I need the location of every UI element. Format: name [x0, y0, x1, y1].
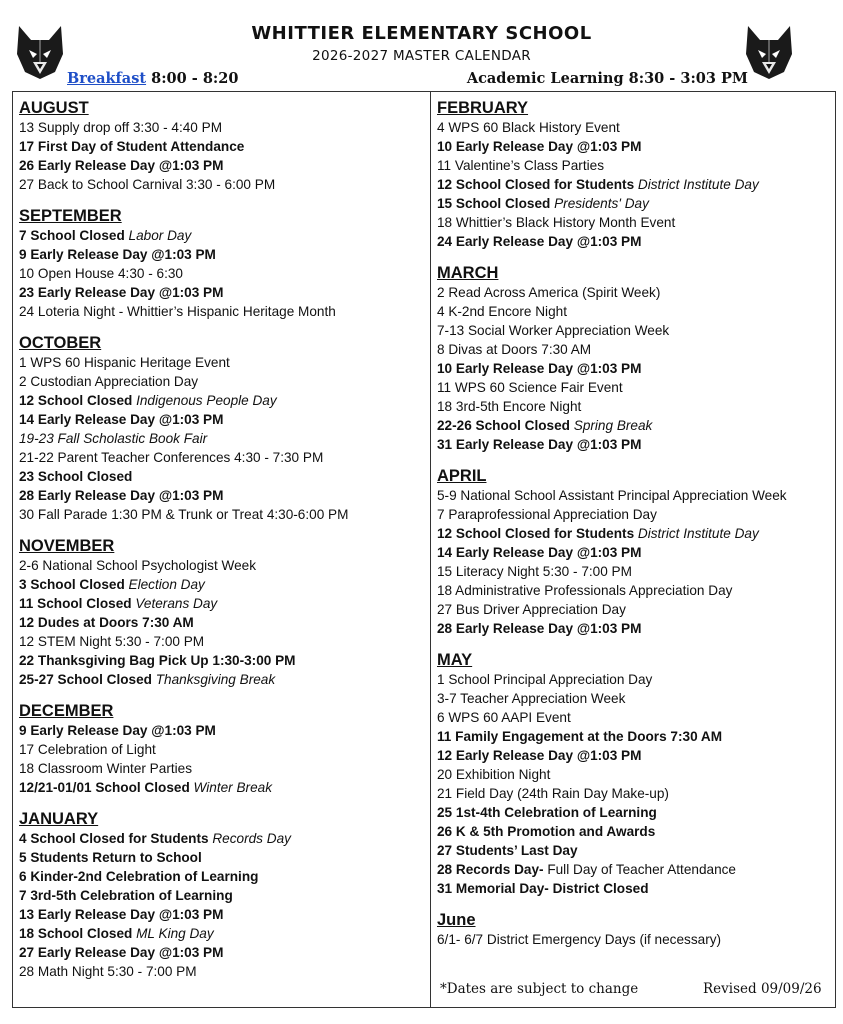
calendar-event	[437, 619, 832, 638]
event-text: 4 K-2nd Encore Night	[437, 304, 567, 319]
calendar-event	[437, 727, 832, 746]
right-column	[437, 99, 832, 949]
event-highlight: 11 Family Engagement at the Doors 7:30 AM	[437, 729, 723, 744]
event-text: 18 Administrative Professionals Appreciation Day	[437, 583, 733, 598]
event-highlight: 31 Early Release Day @1:03 PM	[437, 437, 642, 452]
month-section	[437, 99, 832, 251]
calendar-event	[437, 562, 832, 581]
month-section	[19, 537, 424, 689]
event-highlight: 15 School Closed	[437, 196, 551, 211]
event-text: 17 Celebration of Light	[19, 742, 156, 757]
event-text: 7-13 Social Worker Appreciation Week	[437, 323, 670, 338]
event-text: 1 WPS 60 Hispanic Heritage Event	[19, 355, 230, 370]
calendar-title: 2026-2027 MASTER CALENDAR	[312, 48, 531, 64]
event-highlight: 12 School Closed for Students	[437, 526, 635, 541]
calendar-event	[19, 410, 424, 429]
month-section	[437, 467, 832, 638]
event-highlight: 27 Early Release Day @1:03 PM	[19, 945, 224, 960]
event-highlight: 23 School Closed	[19, 469, 133, 484]
month-section	[19, 99, 424, 194]
month-heading: APRIL	[437, 467, 487, 485]
event-highlight: 22-26 School Closed	[437, 418, 570, 433]
calendar-event	[19, 505, 424, 524]
event-text: 20 Exhibition Night	[437, 767, 551, 782]
calendar-event	[437, 860, 832, 879]
calendar-event	[19, 302, 424, 321]
event-text: 27 Back to School Carnival 3:30 - 6:00 PM	[19, 177, 276, 192]
event-text: 15 Literacy Night 5:30 - 7:00 PM	[437, 564, 632, 579]
calendar-event	[437, 784, 832, 803]
calendar-event	[19, 137, 424, 156]
calendar-event	[437, 359, 832, 378]
event-highlight: 23 Early Release Day @1:03 PM	[19, 285, 224, 300]
calendar-event	[437, 930, 832, 949]
event-highlight: 27 Students’ Last Day	[437, 843, 578, 858]
event-note: Election Day	[128, 577, 205, 592]
calendar-event	[437, 841, 832, 860]
calendar-event	[437, 803, 832, 822]
calendar-event	[19, 924, 424, 943]
calendar-event	[437, 118, 832, 137]
event-highlight: 9 Early Release Day @1:03 PM	[19, 723, 216, 738]
event-text: 18 Classroom Winter Parties	[19, 761, 192, 776]
month-section	[19, 702, 424, 797]
event-note: District Institute Day	[637, 177, 759, 192]
calendar-event	[437, 416, 832, 435]
event-text: 1 School Principal Appreciation Day	[437, 672, 653, 687]
breakfast-hours	[67, 70, 238, 87]
calendar-event	[19, 594, 424, 613]
calendar-event	[437, 321, 832, 340]
calendar-event	[19, 429, 424, 448]
calendar-event	[437, 194, 832, 213]
calendar-event	[437, 397, 832, 416]
event-highlight: 13 Early Release Day @1:03 PM	[19, 907, 224, 922]
calendar-event	[19, 486, 424, 505]
calendar-event	[19, 175, 424, 194]
event-text: 4 WPS 60 Black History Event	[437, 120, 620, 135]
event-note: Presidents' Day	[554, 196, 649, 211]
event-text: 21 Field Day (24th Rain Day Make-up)	[437, 786, 669, 801]
calendar-event	[437, 435, 832, 454]
event-text: 7 Paraprofessional Appreciation Day	[437, 507, 657, 522]
calendar-event	[437, 175, 832, 194]
event-text: 10 Open House 4:30 - 6:30	[19, 266, 183, 281]
month-heading: FEBRUARY	[437, 99, 529, 117]
event-highlight: 9 Early Release Day @1:03 PM	[19, 247, 216, 262]
calendar-event	[437, 156, 832, 175]
event-highlight: 17 First Day of Student Attendance	[19, 139, 245, 154]
month-heading: DECEMBER	[19, 702, 114, 720]
calendar-event	[437, 378, 832, 397]
calendar-event	[19, 721, 424, 740]
event-note: Winter Break	[193, 780, 272, 795]
event-text: 5-9 National School Assistant Principal Appreciation Week	[437, 488, 787, 503]
event-text: Full Day of Teacher Attendance	[543, 862, 736, 877]
calendar-event	[19, 962, 424, 981]
calendar-event	[19, 226, 424, 245]
event-text: 27 Bus Driver Appreciation Day	[437, 602, 626, 617]
event-highlight: 4 School Closed for Students	[19, 831, 209, 846]
event-text: 6 WPS 60 AAPI Event	[437, 710, 571, 725]
calendar-event	[19, 867, 424, 886]
event-highlight: 24 Early Release Day @1:03 PM	[437, 234, 642, 249]
month-heading: JANUARY	[19, 810, 99, 828]
academic-hours: Academic Learning 8:30 - 3:03 PM	[466, 70, 748, 87]
event-text: 28 Math Night 5:30 - 7:00 PM	[19, 964, 197, 979]
calendar-event	[437, 232, 832, 251]
calendar-event	[19, 651, 424, 670]
month-heading: OCTOBER	[19, 334, 102, 352]
month-heading: June	[437, 911, 476, 929]
calendar-event	[437, 543, 832, 562]
calendar-event	[19, 118, 424, 137]
calendar-event	[437, 137, 832, 156]
event-highlight: 10 Early Release Day @1:03 PM	[437, 139, 642, 154]
event-highlight: 12 Dudes at Doors 7:30 AM	[19, 615, 194, 630]
calendar-event	[437, 213, 832, 232]
event-note: Indigenous People Day	[136, 393, 277, 408]
month-section	[437, 651, 832, 898]
event-text: 2 Custodian Appreciation Day	[19, 374, 199, 389]
calendar-event	[437, 879, 832, 898]
event-text: 30 Fall Parade 1:30 PM & Trunk or Treat 4:30-6:00 PM	[19, 507, 349, 522]
calendar-event	[437, 746, 832, 765]
event-highlight: 3 School Closed	[19, 577, 125, 592]
calendar-event	[19, 886, 424, 905]
event-highlight: 26 K & 5th Promotion and Awards	[437, 824, 656, 839]
event-highlight: 31 Memorial Day- District Closed	[437, 881, 649, 896]
event-note: ML King Day	[136, 926, 214, 941]
event-text: 24 Loteria Night - Whittier’s Hispanic Heritage Month	[19, 304, 336, 319]
calendar-event	[19, 829, 424, 848]
event-note: 19-23 Fall Scholastic Book Fair	[19, 431, 208, 446]
breakfast-time: 8:00 - 8:20	[146, 70, 239, 87]
calendar-event	[19, 848, 424, 867]
month-heading: SEPTEMBER	[19, 207, 122, 225]
event-highlight: 28 Records Day-	[437, 862, 544, 877]
calendar-event	[19, 156, 424, 175]
event-highlight: 12 School Closed for Students	[437, 177, 635, 192]
event-highlight: 10 Early Release Day @1:03 PM	[437, 361, 642, 376]
calendar-event	[437, 302, 832, 321]
event-highlight: 6 Kinder-2nd Celebration of Learning	[19, 869, 259, 884]
event-note: Veterans Day	[135, 596, 218, 611]
calendar-header	[0, 0, 843, 92]
calendar-event	[19, 467, 424, 486]
calendar-event	[19, 283, 424, 302]
event-text: 11 Valentine’s Class Parties	[437, 158, 604, 173]
event-highlight: 26 Early Release Day @1:03 PM	[19, 158, 224, 173]
month-section	[19, 207, 424, 321]
event-highlight: 14 Early Release Day @1:03 PM	[19, 412, 224, 427]
calendar-event	[19, 245, 424, 264]
event-highlight: 14 Early Release Day @1:03 PM	[437, 545, 642, 560]
calendar-event	[437, 689, 832, 708]
month-section	[19, 334, 424, 524]
calendar-event	[19, 778, 424, 797]
calendar-event	[19, 740, 424, 759]
event-highlight: 12/21-01/01 School Closed	[19, 780, 190, 795]
event-text: 12 STEM Night 5:30 - 7:00 PM	[19, 634, 205, 649]
event-text: 2 Read Across America (Spirit Week)	[437, 285, 661, 300]
event-highlight: 7 3rd-5th Celebration of Learning	[19, 888, 233, 903]
month-heading: AUGUST	[19, 99, 89, 117]
calendar-event	[437, 822, 832, 841]
event-note: District Institute Day	[637, 526, 759, 541]
wolf-icon	[744, 24, 794, 80]
event-note: Spring Break	[573, 418, 653, 433]
calendar-event	[19, 759, 424, 778]
month-section	[437, 911, 832, 949]
event-highlight: 11 School Closed	[19, 596, 132, 611]
breakfast-link[interactable]: Breakfast	[67, 70, 147, 87]
event-text: 2-6 National School Psychologist Week	[19, 558, 257, 573]
calendar-event	[19, 670, 424, 689]
event-highlight: 5 Students Return to School	[19, 850, 202, 865]
calendar-event	[19, 632, 424, 651]
month-section	[437, 264, 832, 454]
month-heading: MARCH	[437, 264, 499, 282]
calendar-event	[19, 448, 424, 467]
event-text: 13 Supply drop off 3:30 - 4:40 PM	[19, 120, 223, 135]
calendar-event	[19, 613, 424, 632]
event-note: Thanksgiving Break	[155, 672, 276, 687]
calendar-event	[437, 600, 832, 619]
calendar-event	[437, 283, 832, 302]
event-text: 11 WPS 60 Science Fair Event	[437, 380, 623, 395]
calendar-event	[437, 505, 832, 524]
event-highlight: 12 Early Release Day @1:03 PM	[437, 748, 642, 763]
left-column	[19, 99, 424, 981]
event-text: 21-22 Parent Teacher Conferences 4:30 - 7:30 PM	[19, 450, 324, 465]
event-highlight: 25 1st-4th Celebration of Learning	[437, 805, 657, 820]
calendar-event	[19, 264, 424, 283]
event-highlight: 7 School Closed	[19, 228, 125, 243]
calendar-event	[19, 905, 424, 924]
event-highlight: 25-27 School Closed	[19, 672, 152, 687]
event-note: Labor Day	[128, 228, 192, 243]
calendar-event	[19, 372, 424, 391]
calendar-event	[19, 575, 424, 594]
calendar-event	[19, 556, 424, 575]
month-heading: NOVEMBER	[19, 537, 115, 555]
calendar-event	[437, 581, 832, 600]
calendar-event	[437, 765, 832, 784]
event-text: 3-7 Teacher Appreciation Week	[437, 691, 626, 706]
calendar-event	[19, 353, 424, 372]
dates-disclaimer: *Dates are subject to change	[440, 981, 639, 997]
event-note: Records Day	[212, 831, 291, 846]
calendar-event	[437, 524, 832, 543]
calendar-event	[437, 340, 832, 359]
event-highlight: 12 School Closed	[19, 393, 133, 408]
month-heading: MAY	[437, 651, 473, 669]
event-text: 18 3rd-5th Encore Night	[437, 399, 582, 414]
calendar-event	[437, 708, 832, 727]
column-divider	[430, 91, 431, 1008]
event-highlight: 18 School Closed	[19, 926, 133, 941]
calendar-event	[19, 943, 424, 962]
event-text: 6/1- 6/7 District Emergency Days (if necessary)	[437, 932, 722, 947]
event-highlight: 22 Thanksgiving Bag Pick Up 1:30-3:00 PM	[19, 653, 296, 668]
event-highlight: 28 Early Release Day @1:03 PM	[19, 488, 224, 503]
event-text: 8 Divas at Doors 7:30 AM	[437, 342, 592, 357]
month-section	[19, 810, 424, 981]
revised-date: Revised 09/09/26	[703, 981, 822, 997]
calendar-event	[19, 391, 424, 410]
calendar-event	[437, 486, 832, 505]
event-text: 18 Whittier’s Black History Month Event	[437, 215, 676, 230]
school-title: WHITTIER ELEMENTARY SCHOOL	[251, 23, 592, 44]
calendar-event	[437, 670, 832, 689]
event-highlight: 28 Early Release Day @1:03 PM	[437, 621, 642, 636]
